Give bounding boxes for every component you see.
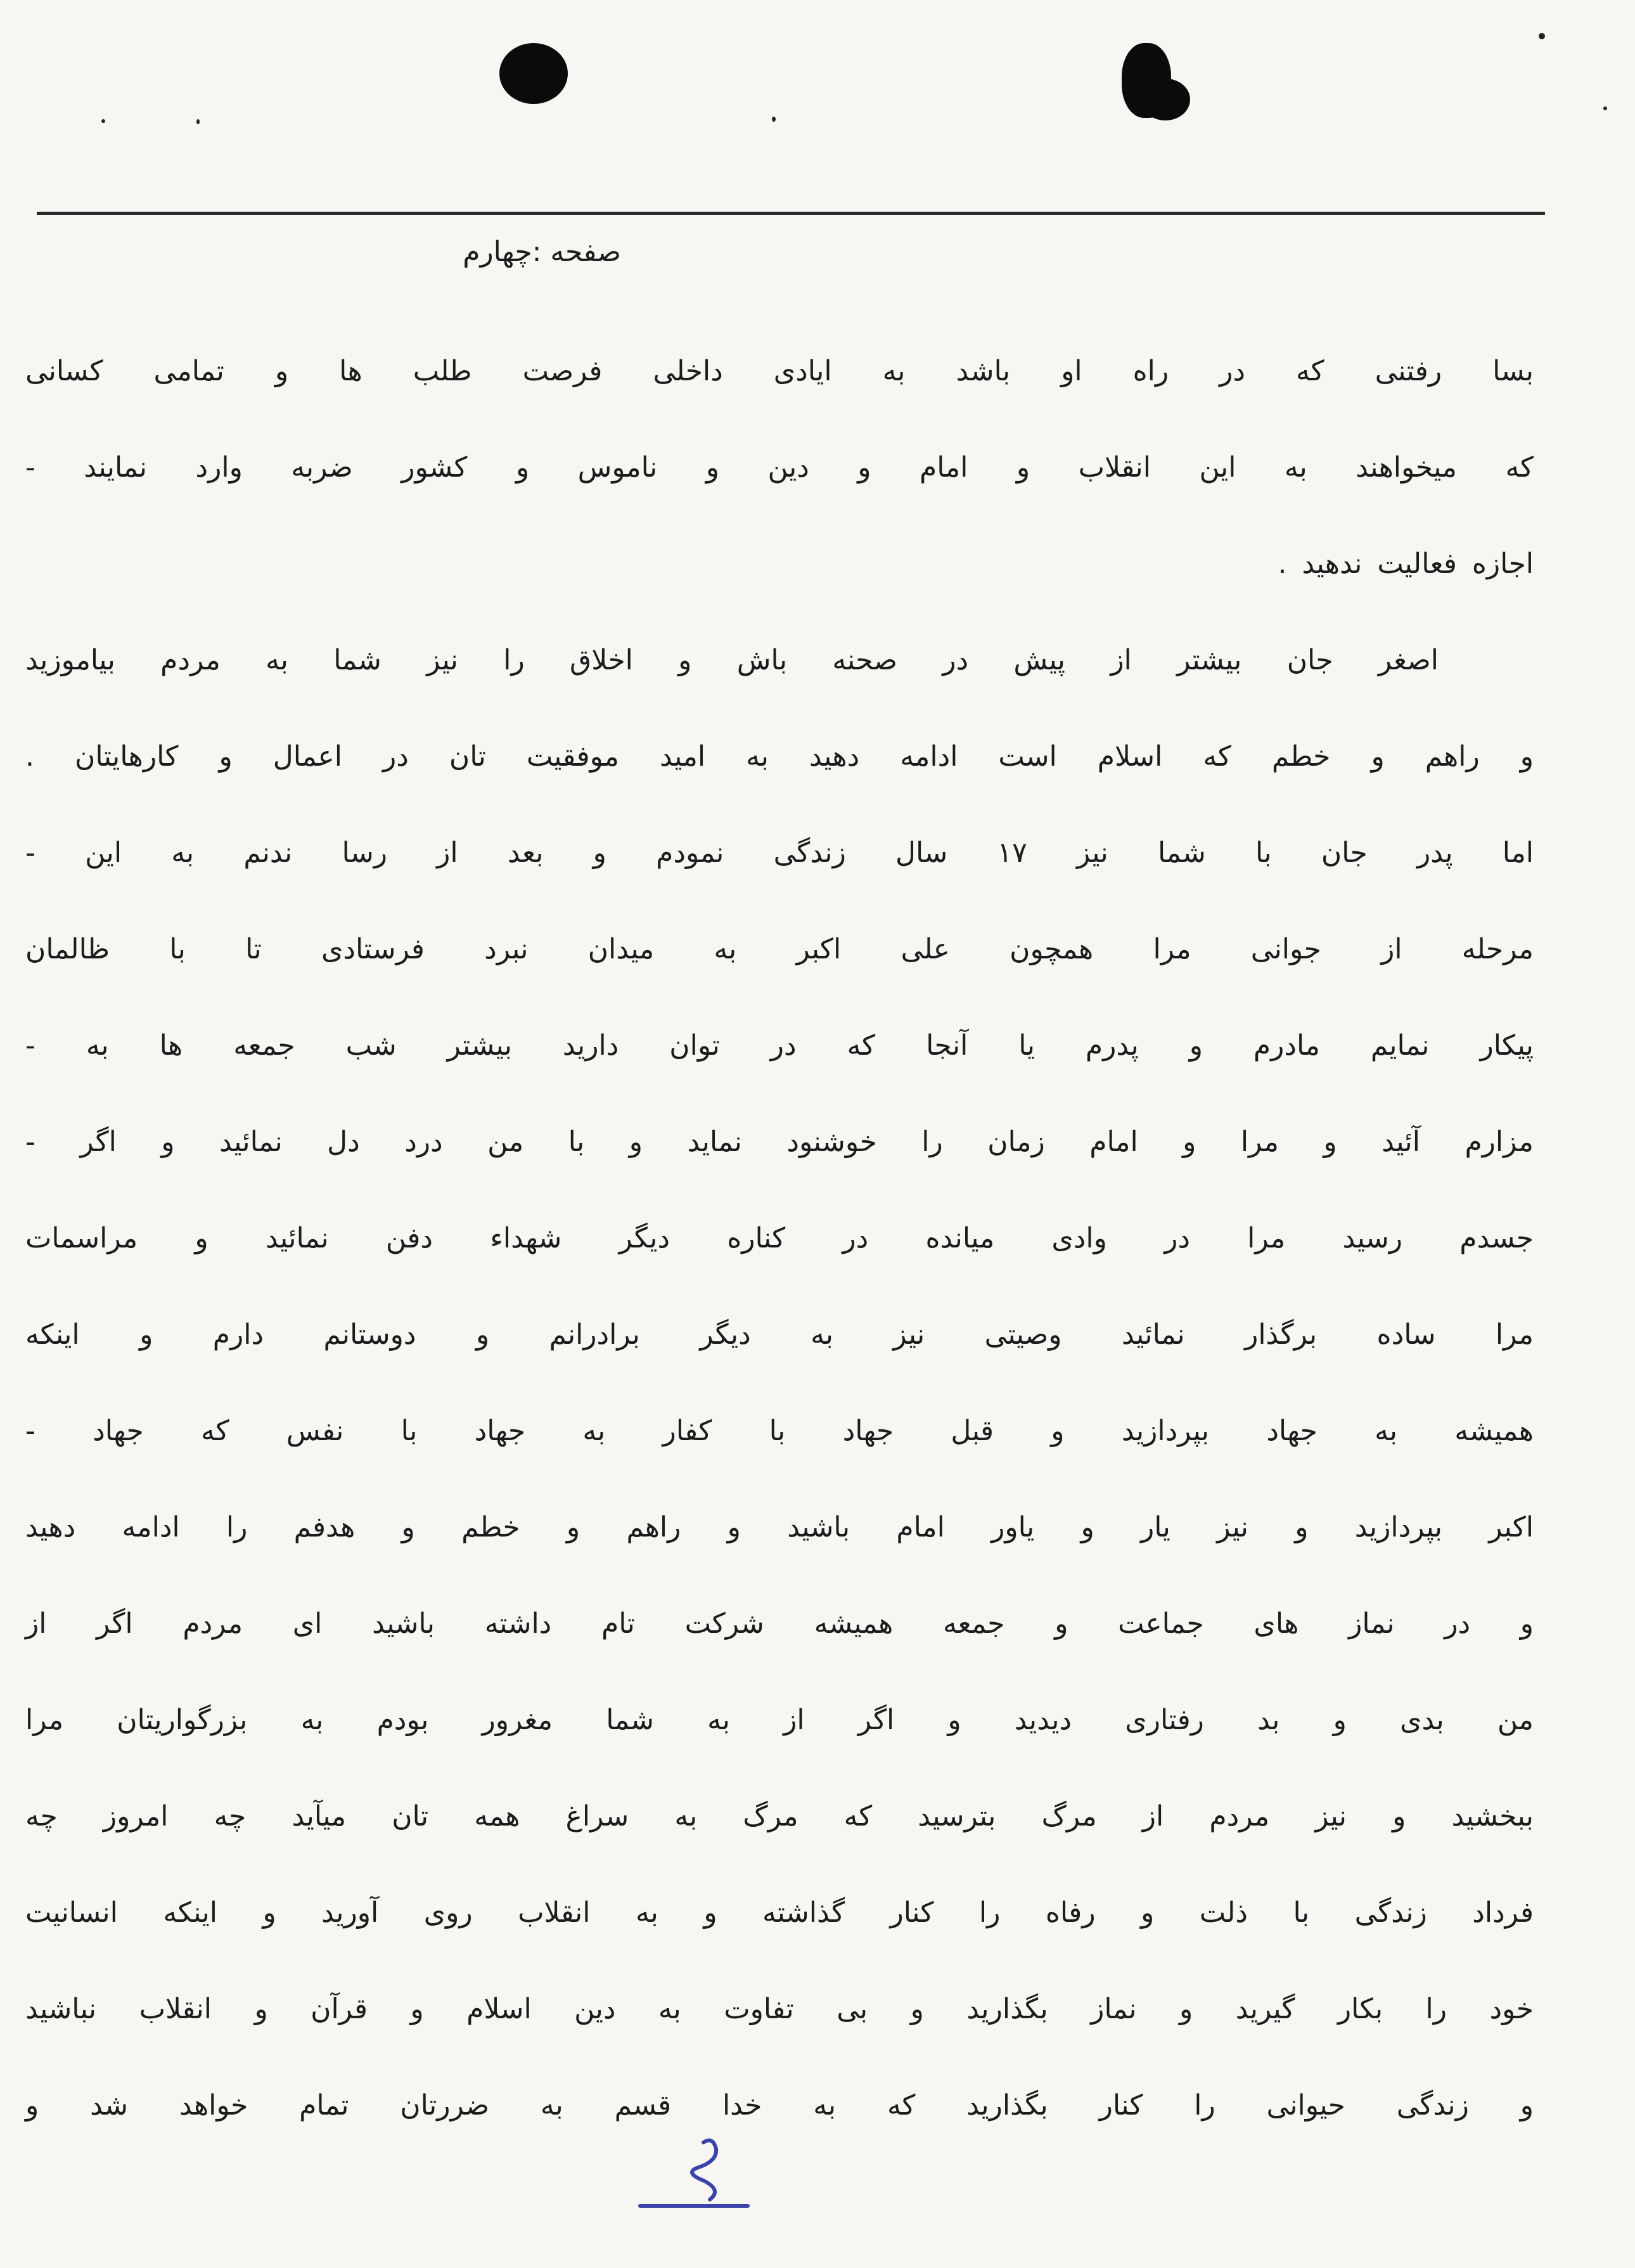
text-line: جسدم رسید مرا در وادی میانده در کناره دیگر شهداء دفن نمائید و مراسمات	[25, 1222, 1534, 1254]
page-mark-text: ۴	[627, 2120, 633, 2132]
text-line: و راهم و خطم که اسلام است ادامه دهید به امید موفقیت تان در اعمال و کارهایتان .	[25, 740, 1534, 773]
text-line: و زندگی حیوانی را کنار بگذارید که به خدا قسم به ضررتان تمام خواهد شد و	[25, 2089, 1534, 2122]
text-line: فرداد زندگی با ذلت و رفاه را کنار گذاشته و به انقلاب روی آورید و اینکه انسانیت	[25, 1897, 1534, 1929]
text-line: اکبر بپردازید و نیز یار و یاور امام باشید و راهم و خطم و هدفم را ادامه دهید	[25, 1511, 1534, 1543]
punch-hole-right-lobe	[1141, 79, 1190, 120]
text-line: من بدی و بد رفتاری دیدید و اگر از به شما مغرور بودم به بزرگواریتان مرا	[25, 1704, 1534, 1736]
text-line: بسا رفتنی که در راه او باشد به ایادی داخلی فرصت طلب ها و تمامی کسانی	[25, 355, 1534, 387]
text-line: مرا ساده برگذار نمائید وصیتی نیز به دیگر برادرانم و دوستانم دارم و اینکه	[25, 1318, 1534, 1351]
letter-body	[25, 323, 1534, 2154]
text-line: همیشه به جهاد بپردازید و قبل جهاد با کفار به جهاد با نفس که جهاد -	[25, 1415, 1534, 1447]
text-line: مزارم آئید و مرا و امام زمان را خوشنود نماید و با من درد دل نمائید و اگر -	[25, 1126, 1534, 1158]
text-line: ببخشید و نیز مردم از مرگ بترسید که مرگ به سراغ همه تان میآید چه امروز چه	[25, 1800, 1534, 1833]
header-divider	[37, 212, 1545, 215]
scan-speck	[1603, 106, 1607, 110]
punch-hole-left	[499, 43, 568, 104]
scan-speck	[1539, 33, 1545, 39]
handwritten-page-number	[627, 2120, 754, 2231]
text-line: اصغر جان بیشتر از پیش در صحنه باش و اخلاق را نیز شما به مردم بیاموزید	[25, 644, 1439, 676]
text-line: و در نماز های جماعت و جمعه همیشه شرکت تام داشته باشید ای مردم اگر از	[25, 1608, 1534, 1640]
text-line: پیکار نمایم مادرم و پدرم یا آنجا که در توان دارید بیشتر شب جمعه ها به -	[25, 1029, 1534, 1062]
scan-speck	[196, 119, 200, 124]
text-line: اما پدر جان با شما نیز ۱۷ سال زندگی نمودم و بعد از رسا ندنم به این -	[25, 837, 1534, 869]
page-label: صفحه :چهارم	[463, 236, 621, 268]
text-line: اجازه فعالیت ندهید .	[1278, 548, 1534, 580]
text-line: مرحله از جوانی مرا همچون علی اکبر به میدان نبرد فرستادی تا با ظالمان	[25, 933, 1534, 965]
scan-speck	[772, 117, 776, 122]
scan-speck	[101, 119, 105, 123]
text-line: که میخواهند به این انقلاب و امام و دین و ناموس و کشور ضربه وارد نمایند -	[25, 451, 1534, 484]
text-line: خود را بکار گیرید و نماز بگذارید و بی تفاوت به دین اسلام و قرآن و انقلاب نباشید	[25, 1993, 1534, 2025]
